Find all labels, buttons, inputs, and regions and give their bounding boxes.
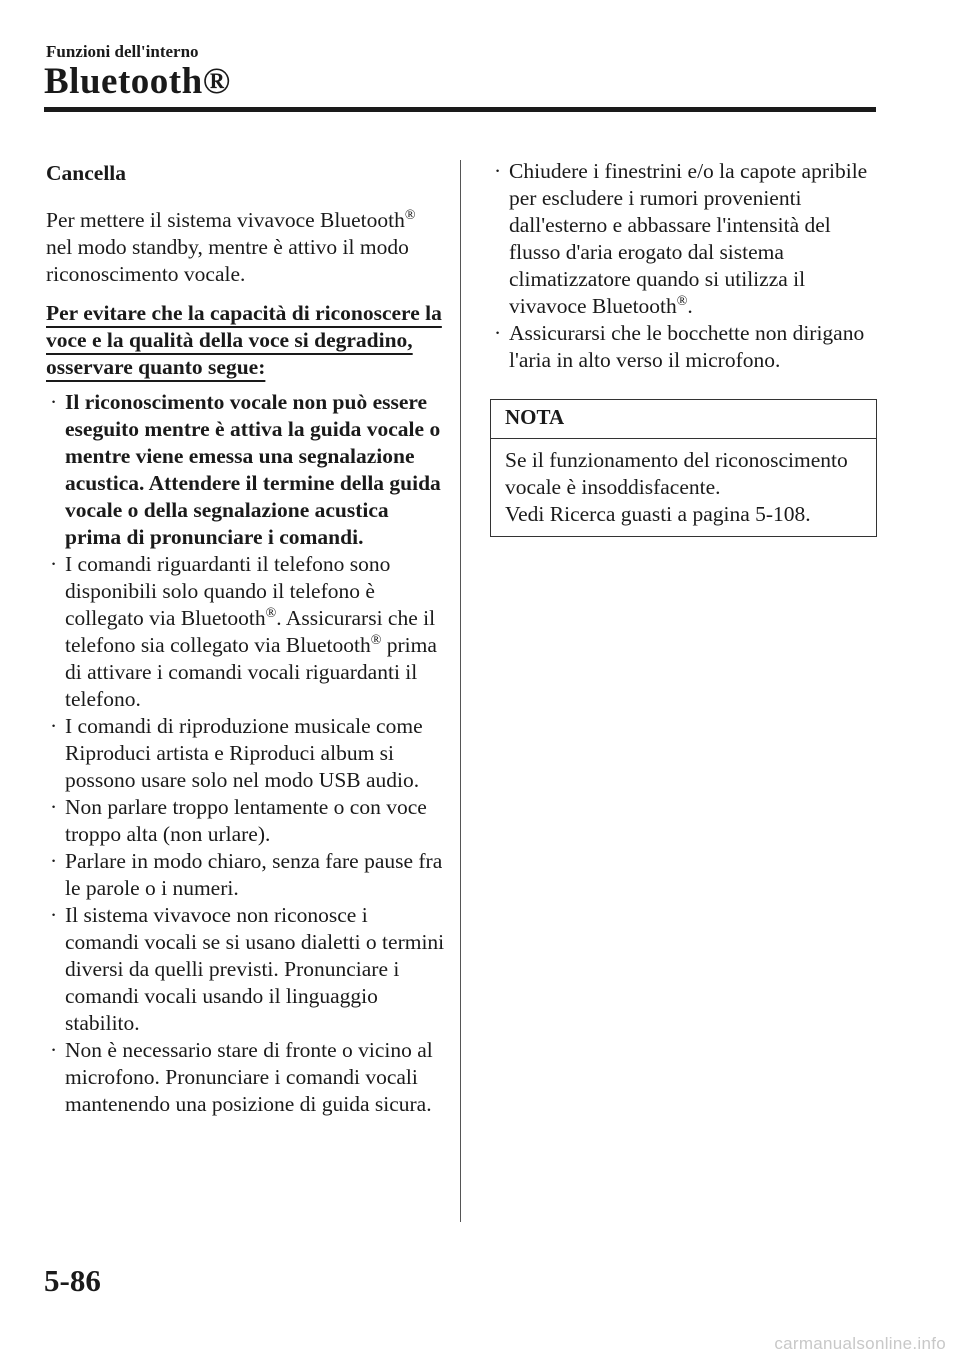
note-box — [490, 399, 877, 537]
note-line: Se il funzionamento del riconoscimento vocale è insoddisfacente. — [505, 448, 848, 499]
list-item: · Chiudere i finestrini e/o la capote apribile per escludere i rumori provenienti dall'esterno e abbassare l'intensità del flusso d'aria erogato dal sistema climatizzatore quando si utilizza il vivavoce Bluetooth®. — [494, 159, 868, 318]
registered-mark: ® — [265, 606, 277, 621]
list-item: · Il riconoscimento vocale non può essere eseguito mentre è attiva la guida vocale o mentre viene emessa una segnalazione acustica. Attendere il termine della guida vocale o della segnalazione acustica prima di pronunciare i comandi. — [50, 390, 441, 549]
left-column — [46, 158, 446, 1118]
warning-heading: Per evitare che la capacità di riconoscere la voce e la qualità della voce si degradino, osservare quanto segue: — [46, 301, 442, 379]
right-column — [490, 158, 878, 537]
bullet-dot: · — [50, 390, 58, 414]
bullet-dot: · — [494, 159, 502, 183]
bullet-dot: · — [50, 714, 58, 738]
watermark: carmanualsonline.info — [774, 1334, 946, 1353]
section-label: Funzioni dell'interno — [46, 42, 199, 61]
list-item: · Parlare in modo chiaro, senza fare pause fra le parole o i numeri. — [50, 849, 443, 900]
subheading: Cancella — [46, 161, 127, 185]
chapter-title: Bluetooth® — [44, 61, 231, 102]
header-rule — [44, 107, 876, 112]
list-item: · I comandi riguardanti il telefono sono disponibili solo quando il telefono è collegato via Bluetooth®. Assicurarsi che il telefono sia collegato via Bluetooth® prima di attivare i comandi vocali riguardanti il telefono. — [50, 552, 437, 711]
list-item: · Il sistema vivavoce non riconosce i comandi vocali se si usano dialetti o termini diversi da quelli previsti. Pronunciare i comandi vocali usando il linguaggio stabilito. — [50, 903, 445, 1035]
list-item: · Non parlare troppo lentamente o con voce troppo alta (non urlare). — [50, 795, 427, 846]
list-item: · Assicurarsi che le bocchette non dirigano l'aria in alto verso il microfono. — [494, 321, 865, 372]
bullet-dot: · — [494, 321, 502, 345]
registered-mark: ® — [404, 208, 416, 223]
intro-paragraph: Per mettere il sistema vivavoce Bluetooth® nel modo standby, mentre è attivo il modo riconoscimento vocale. — [46, 208, 416, 286]
page-number: 5-86 — [44, 1263, 101, 1298]
bullet-dot: · — [50, 552, 58, 576]
registered-mark: ® — [676, 294, 688, 309]
column-divider — [460, 160, 461, 1222]
list-item: · Non è necessario stare di fronte o vicino al microfono. Pronunciare i comandi vocali mantenendo una posizione di guida sicura. — [50, 1038, 433, 1116]
bullet-dot: · — [50, 849, 58, 873]
note-cross-reference: Vedi Ricerca guasti a pagina 5-108. — [505, 502, 811, 526]
note-body — [491, 439, 876, 536]
registered-mark: ® — [370, 633, 382, 648]
note-title: NOTA — [491, 400, 876, 439]
bullet-dot: · — [50, 903, 58, 927]
precautions-list-continued — [490, 158, 878, 374]
precautions-list — [46, 389, 446, 1118]
bullet-dot: · — [50, 795, 58, 819]
list-item: · I comandi di riproduzione musicale come Riproduci artista e Riproduci album si possono usare solo nel modo USB audio. — [50, 714, 423, 792]
bullet-dot: · — [50, 1038, 58, 1062]
